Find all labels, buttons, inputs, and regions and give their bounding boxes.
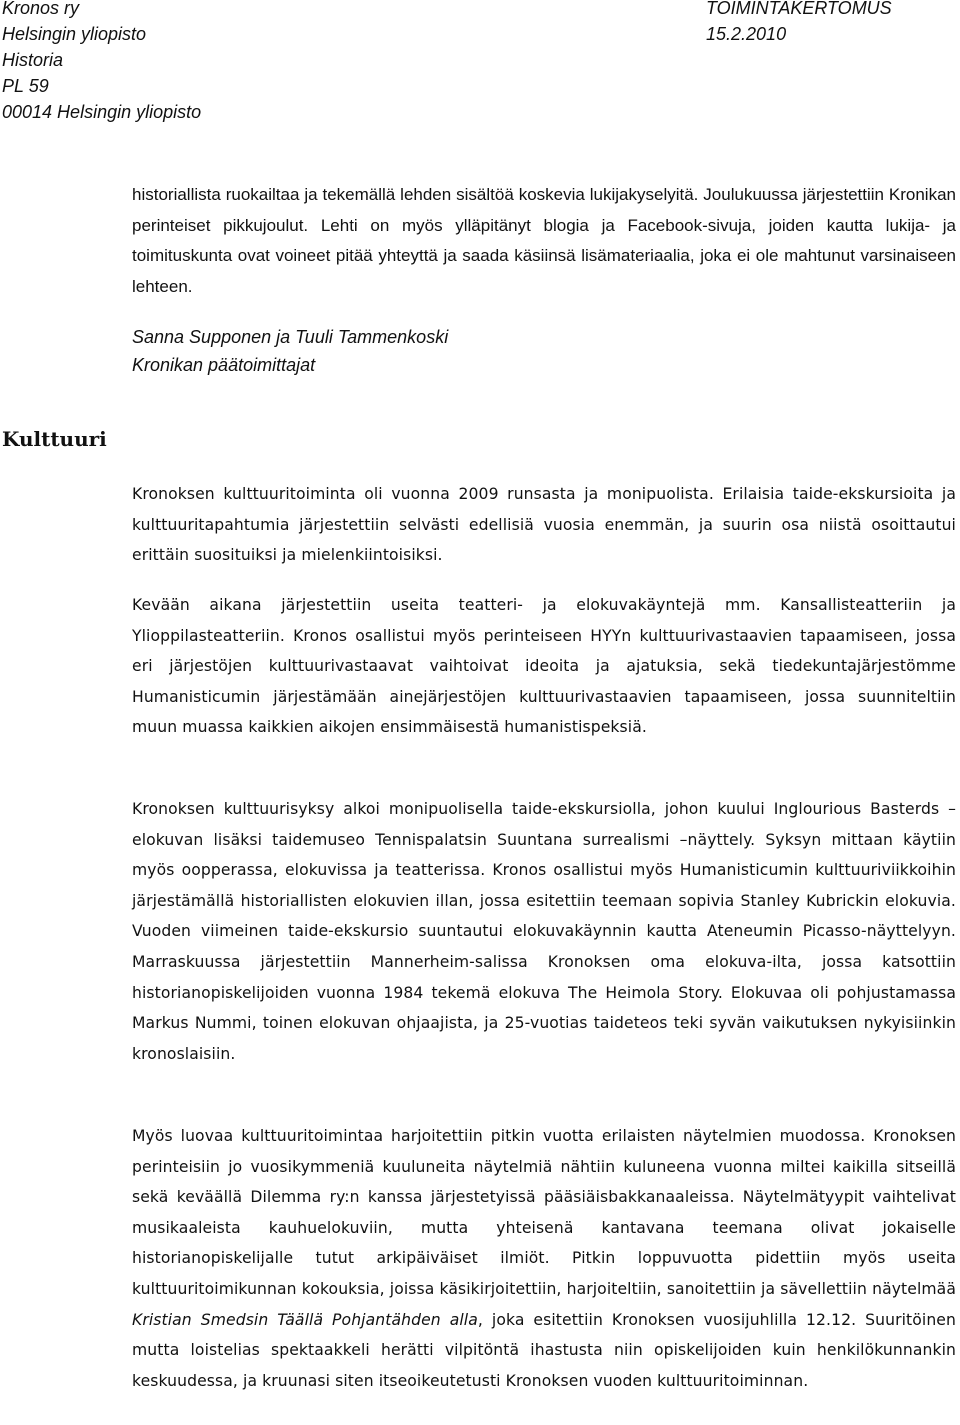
play-title: Kristian Smedsin Täällä Pohjantähden alla: [132, 1310, 478, 1329]
document-type: TOIMINTAKERTOMUS: [706, 0, 892, 18]
department-name: Historia: [2, 50, 64, 70]
intro-paragraph: historiallista ruokailtaa ja tekemällä lehden sisältöä koskevia lukijakyselyitä. Joulukuussa järjestettiin Kronikan perinteiset pikkujoulut. Lehti on myös ylläpitänyt blogia ja Facebook-sivuja, joiden kautta lukija- ja toimituskunta ovat voineet pitää yhteyttä ja saada käsiinsä lisämateriaalia, joka ei ole mahtunut varsinaiseen lehteen.: [132, 185, 956, 296]
po-box: PL 59: [2, 76, 49, 96]
signature-names: Sanna Supponen ja Tuuli Tammenkoski: [132, 327, 449, 347]
signature-role: Kronikan päätoimittajat: [132, 355, 316, 375]
organization-name: Kronos ry: [2, 0, 80, 18]
culture-paragraph-2: Kevään aikana järjestettiin useita teatteri- ja elokuvakäyntejä mm. Kansallisteatteriin ja Ylioppilasteatteriin. Kronos osallistui myös perinteiseen HYYn kulttuurivastaavien tapaamiseen, jossa eri järjestöjen kulttuurivastaavat vaihtoivat ideoita ja ajatuksia, sekä tiedekuntajärjestömme Humanisticumin järjestämään ainejärjestöjen kulttuurivastaavien tapaamiseen, jossa suunniteltiin muun muassa kaikkien aikojen ensimmäisestä humanistispeksiä.: [132, 596, 956, 737]
document-date: 15.2.2010: [706, 24, 787, 44]
section-heading: Kulttuuri: [2, 427, 107, 451]
paragraph-text: Myös luovaa kulttuuritoimintaa harjoitettiin pitkin vuotta erilaisten näytelmien muodossa. Kronoksen perinteisiin jo vuosikymmeniä kuuluneita näytelmiä nähtiin kuluneena vuonna miltei kaikilla sitseillä sekä keväällä Dilemma ry:n kanssa järjestetyissä pääsiäisbakkanaaleissa. Näytelmätyypit vaihtelivat musikaaleista kauhuelokuviin, mutta yhteisenä kantavana teemana olivat jokaiselle historianopiskelijalle tutut arkipäiväiset ilmiöt. Pitkin loppuvuotta pidettiin myös useita kulttuuritoimikunnan kokouksia, joissa käsikirjoitettiin, harjoiteltiin, sanoitettiin ja sävellettiin näytelmää: [132, 1127, 956, 1298]
university-name: Helsingin yliopisto: [2, 24, 147, 44]
culture-paragraph-4: [132, 1121, 956, 1396]
culture-paragraph-3: Kronoksen kulttuurisyksy alkoi monipuolisella taide-ekskursiolla, johon kuului Inglourious Basterds –elokuvan lisäksi taidemuseo Tennispalatsin Suuntana surrealismi –näyttely. Syksyn mittaan käytiin myös oopperassa, elokuvissa ja teatterissa. Kronos osallistui myös Humanisticumin kulttuuriviikkoihin järjestämällä historiallisten elokuvien illan, jossa esitettiin teemaan sopivia Stanley Kubrickin elokuvia. Vuoden viimeinen taide-ekskursio suuntautui elokuvakäynnin kautta Ateneumin Picasso-näyttelyyn. Marraskuussa järjestettiin Mannerheim-salissa Kronoksen oma elokuva-ilta, jossa katsottiin historianopiskelijoiden vuonna 1984 tekemä elokuva The Heimola Story. Elokuvaa oli pohjustamassa Markus Nummi, toinen elokuvan ohjaajista, ja 25-vuotias taideteos teki syvän vaikutuksen nykyisiinkin kronoslaisiin.: [132, 800, 956, 1063]
culture-paragraph-1: Kronoksen kulttuuritoiminta oli vuonna 2009 runsasta ja monipuolista. Erilaisia taide-ekskursioita ja kulttuuritapahtumia järjestettiin selvästi edellisiä vuosia enemmän, ja suurin osa niistä osoittautui erittäin suosituiksi ja mielenkiintoisiksi.: [132, 485, 956, 565]
postal-address: 00014 Helsingin yliopisto: [2, 102, 202, 122]
paragraph-text-end: , joka esitettiin Kronoksen vuosijuhlilla 12.12. Suuritöinen mutta loistelias spektaakkeli herätti vilpitöntä ihastusta niin opiskelijoiden kuin henkilökunnankin keskuudessa, ja kruunasi siten itseoikeutetusti Kronoksen vuoden kulttuuritoiminnan.: [132, 1310, 956, 1390]
letterhead: [0, 0, 960, 130]
